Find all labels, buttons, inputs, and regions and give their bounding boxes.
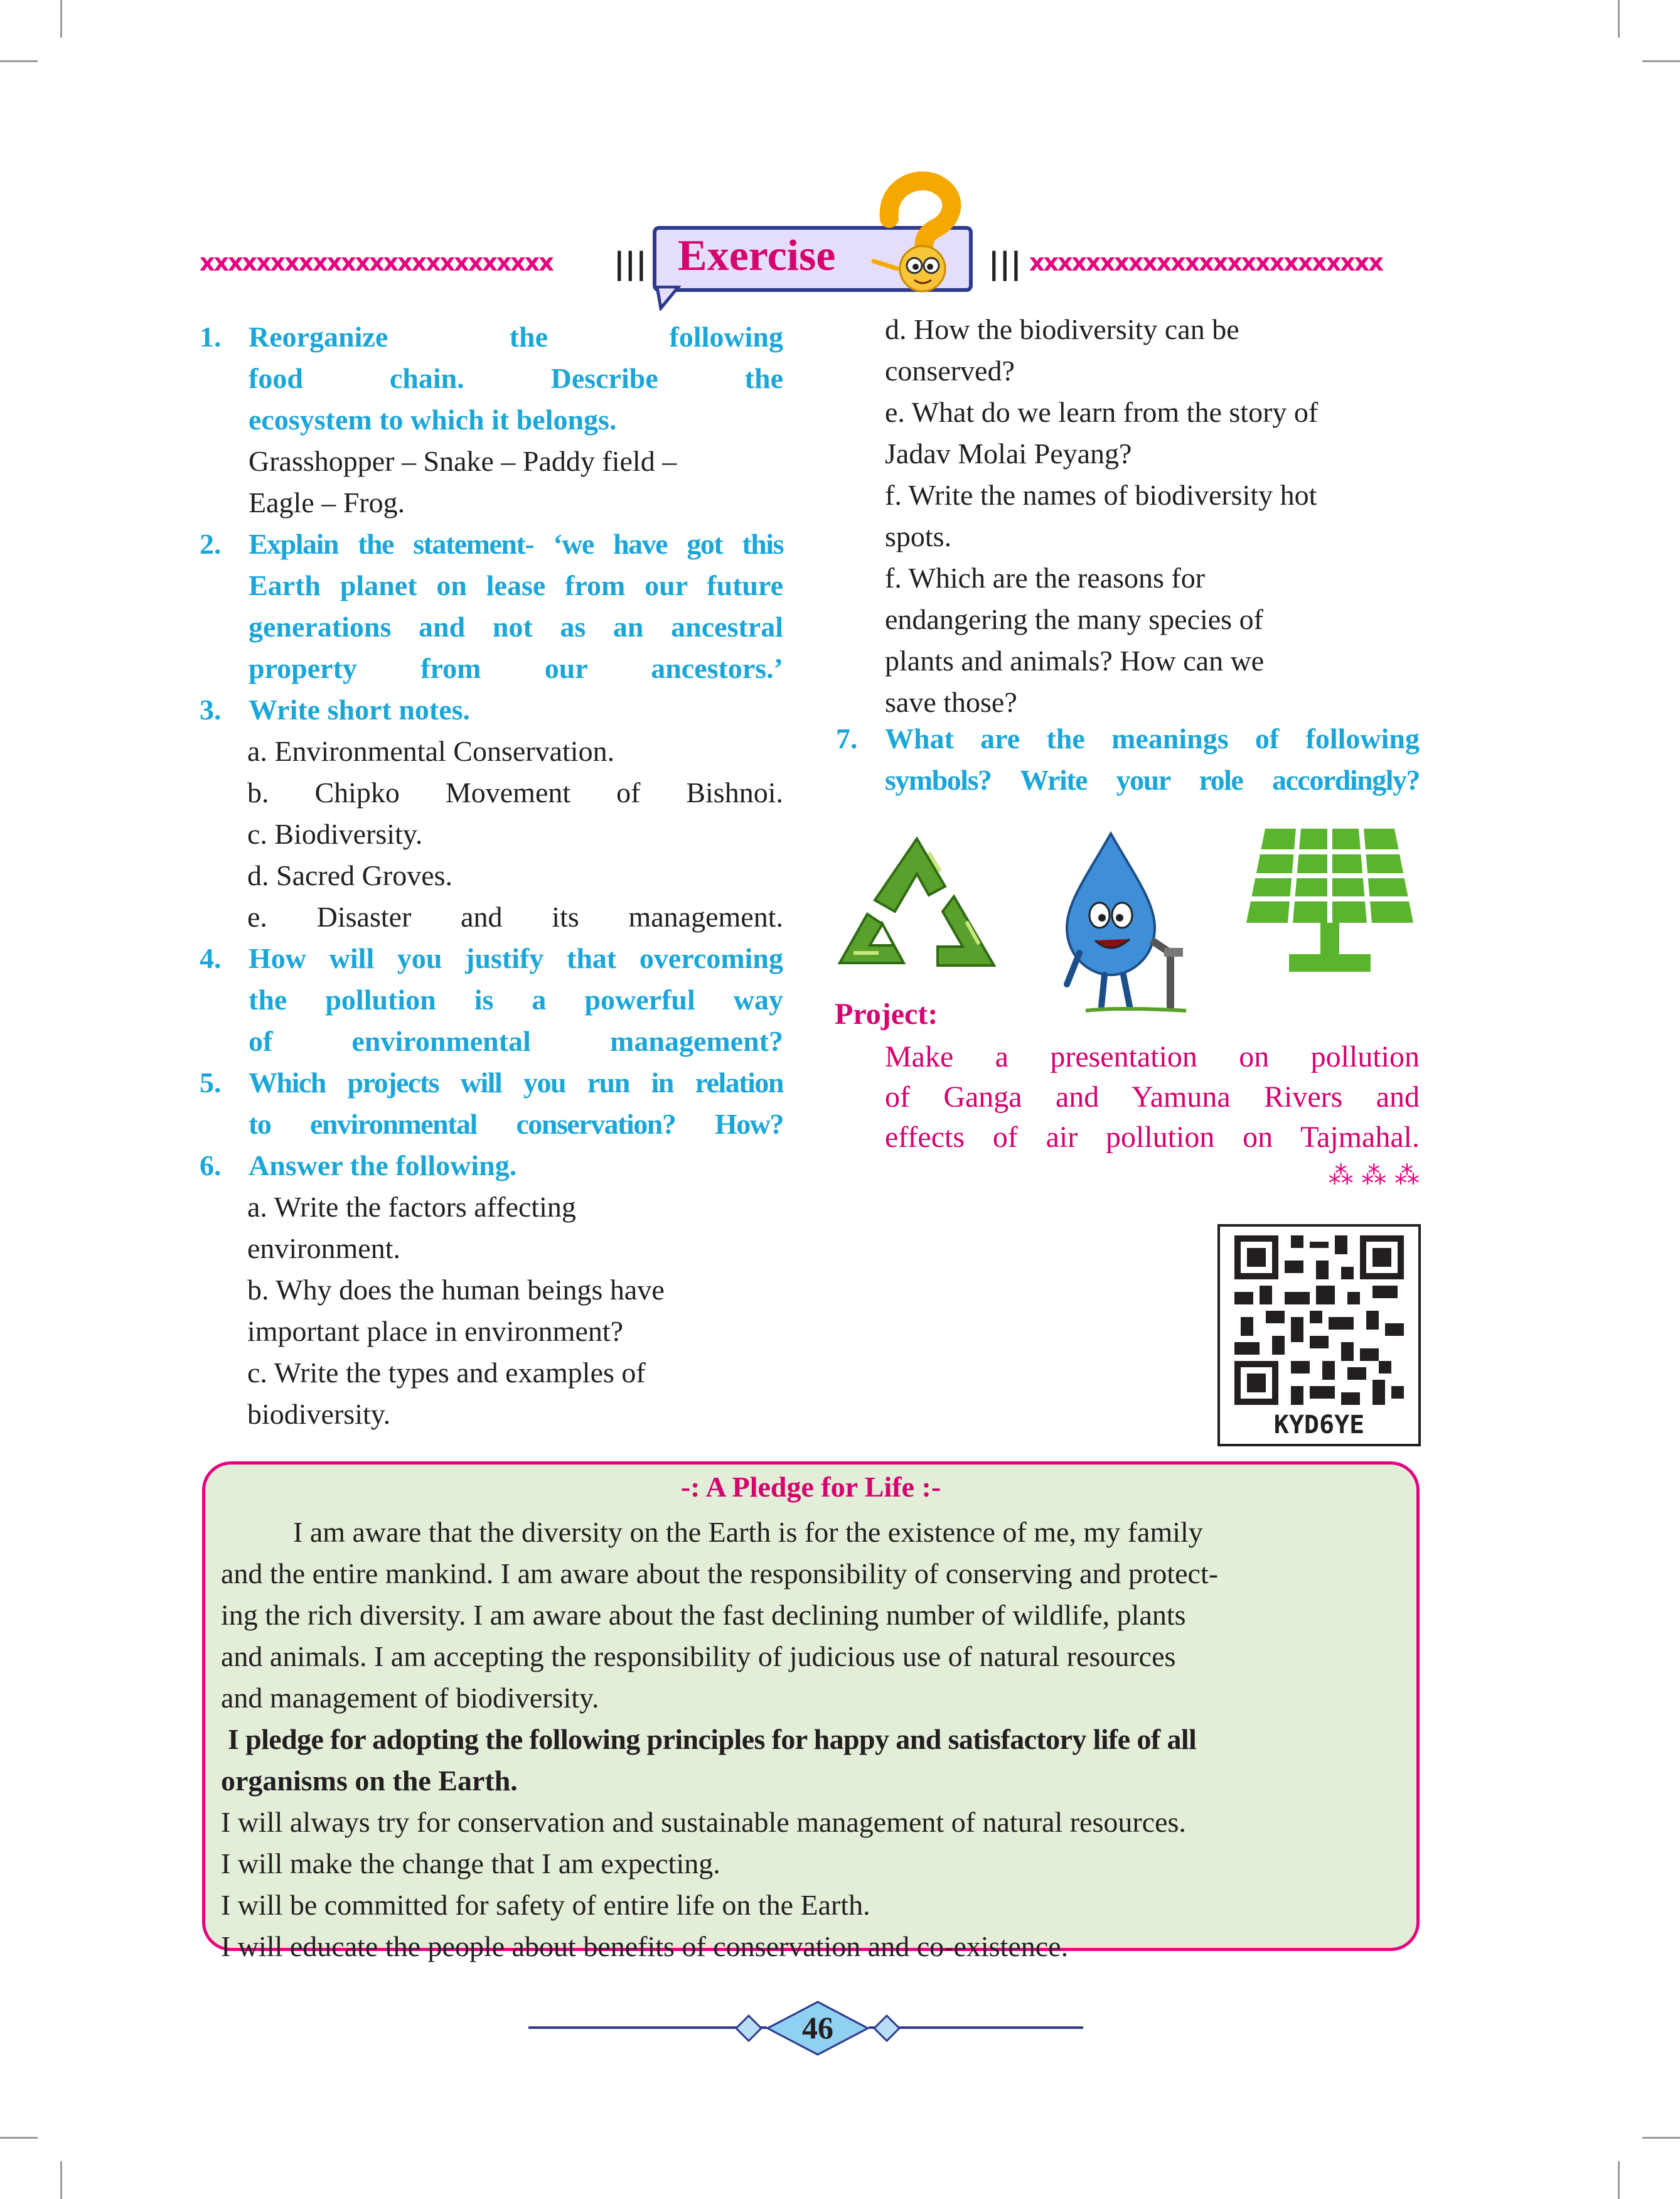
pledge-bold-line: I pledge for adopting the following principles for happy and satisfactory life of all — [221, 1723, 1197, 1755]
answer-item: f. Which are the reasons for — [885, 562, 1206, 594]
answer-item: e. What do we learn from the story of — [885, 396, 1319, 428]
pledge-principle: I will make the change that I am expecting. — [221, 1847, 720, 1879]
solar-panel-icon — [1240, 822, 1420, 983]
exercise-title: Exercise — [678, 232, 836, 280]
question-number: 7. — [836, 723, 858, 755]
water-drop-tap-icon — [1042, 827, 1192, 1016]
page-number: 46 — [802, 2010, 833, 2045]
question-mark-mascot-icon — [861, 168, 974, 294]
question-number: 6. — [200, 1149, 222, 1181]
question-6: Answer the following. — [249, 1149, 517, 1181]
question-number: 2. — [200, 528, 222, 560]
answer-item: save those? — [885, 686, 1017, 718]
answer-item: important place in environment? — [247, 1315, 624, 1347]
recycle-icon — [835, 834, 999, 977]
project-text: Make a presentation on pollution of Ganga and Yamuna Rivers and effects of air pollution on Tajmahal. — [885, 1040, 1420, 1154]
answer-item: f. Write the names of biodiversity hot — [885, 479, 1317, 511]
qr-code-pattern-icon — [1220, 1229, 1418, 1411]
note-item: c. Biodiversity. — [247, 818, 423, 850]
crop-mark — [0, 60, 38, 62]
question-number: 4. — [200, 942, 222, 974]
pledge-line: ing the rich diversity. I am aware about the fast declining number of wildlife, plants — [221, 1599, 1186, 1631]
qr-code — [1217, 1224, 1421, 1446]
question-number: 5. — [200, 1067, 222, 1099]
crop-mark — [1642, 2137, 1680, 2139]
pledge-title: -: A Pledge for Life :- — [680, 1471, 941, 1503]
question-1: Reorganize the following food chain. Describe the ecosystem to which it belongs. Grasshopper – Snake – Paddy field – Eagle – Frog. — [249, 321, 783, 519]
question-number: 1. — [200, 321, 222, 353]
right-ornament: xxxxxxxxxxxxxxxxxxxxxxxxx — [1029, 249, 1383, 276]
right-divider: ||| — [988, 246, 1022, 281]
crop-mark — [60, 2161, 62, 2199]
answer-item: conserved? — [885, 355, 1015, 387]
pledge-line: and the entire mankind. I am aware about the responsibility of conserving and protect- — [221, 1557, 1219, 1589]
question-2: Explain the statement- ‘we have got this Earth planet on lease from our future generations and not as an ancestral property from our ancestors.’ — [249, 528, 783, 684]
question-5: Which projects will you run in relation to environmental conservation? How? — [249, 1067, 783, 1140]
note-item: b. Chipko Movement of Bishnoi. — [247, 777, 783, 809]
answer-item: c. Write the types and examples of — [247, 1357, 646, 1389]
banner-tail-icon — [656, 286, 681, 311]
left-divider: ||| — [614, 246, 647, 281]
answer-item: endangering the many species of — [885, 603, 1263, 635]
note-item: e. Disaster and its management. — [247, 901, 783, 933]
crop-mark — [1618, 0, 1620, 38]
answer-item: d. How the biodiversity can be — [885, 313, 1239, 345]
answer-item: plants and animals? How can we — [885, 645, 1265, 677]
answer-item: Jadav Molai Peyang? — [885, 438, 1132, 470]
pledge-line: and animals. I am accepting the responsibility of judicious use of natural resources — [221, 1640, 1176, 1672]
crop-mark — [1642, 60, 1680, 62]
qr-code-label: KYD6YE — [1273, 1411, 1365, 1439]
note-item: a. Environmental Conservation. — [247, 735, 615, 767]
question-3: Write short notes. — [249, 694, 471, 726]
crop-mark — [60, 0, 62, 38]
pledge-principle: I will always try for conservation and sustainable management of natural resources. — [221, 1806, 1186, 1838]
project-heading: Project: — [835, 997, 938, 1031]
question-number: 3. — [200, 694, 222, 726]
left-ornament: xxxxxxxxxxxxxxxxxxxxxxxxx — [200, 249, 553, 276]
pledge-principle: I will educate the people about benefits of conservation and co-existence. — [221, 1930, 1069, 1962]
pledge-principle: I will be committed for safety of entire life on the Earth. — [221, 1889, 870, 1921]
answer-item: a. Write the factors affecting — [247, 1191, 576, 1223]
pledge-bold-line: organisms on the Earth. — [221, 1765, 518, 1797]
answer-item: environment. — [247, 1232, 400, 1264]
answer-item: b. Why does the human beings have — [247, 1274, 665, 1306]
answer-item: biodiversity. — [247, 1398, 391, 1430]
question-4: How will you justify that overcoming the pollution is a powerful way of environmental management? — [249, 942, 783, 1057]
question-7: What are the meanings of following symbols? Write your role accordingly? — [885, 723, 1420, 796]
pledge-line: and management of biodiversity. — [221, 1682, 599, 1714]
answer-item: spots. — [885, 520, 952, 552]
note-item: d. Sacred Groves. — [247, 859, 453, 891]
pledge-line: I am aware that the diversity on the Earth is for the existence of me, my family — [221, 1516, 1203, 1548]
project-end-ornament: ⁂ ⁂ ⁂ — [1328, 1161, 1420, 1190]
crop-mark — [0, 2137, 38, 2139]
crop-mark — [1618, 2161, 1620, 2199]
